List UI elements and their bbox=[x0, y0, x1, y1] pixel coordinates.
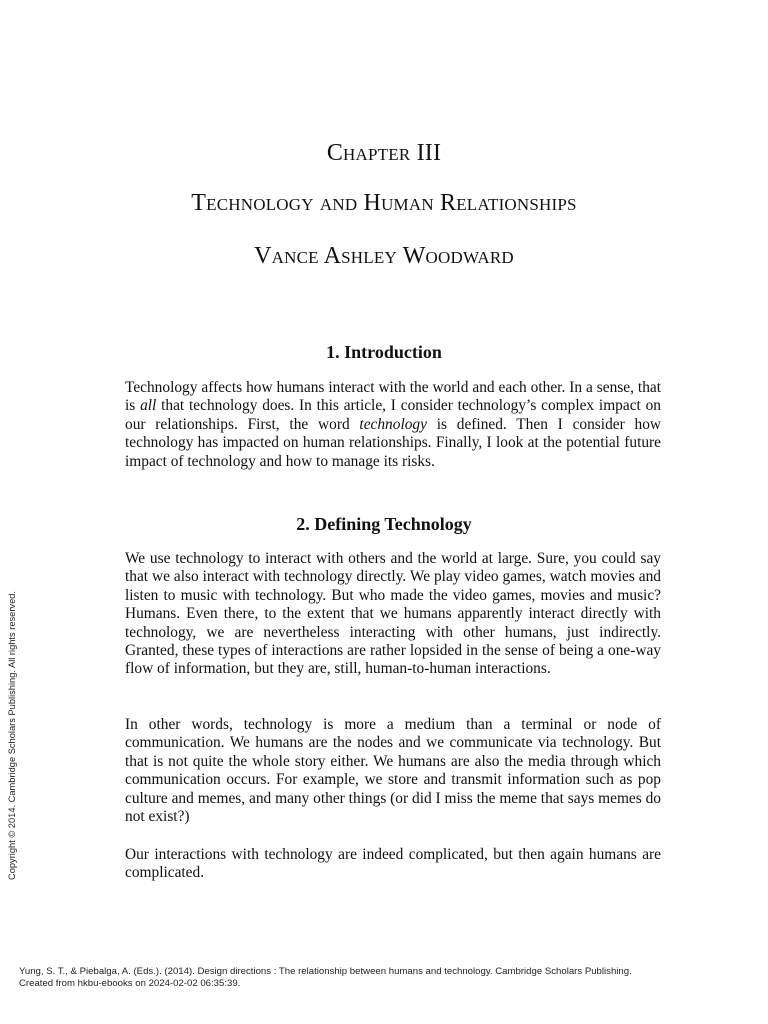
chapter-label: Chapter III bbox=[326, 140, 442, 166]
section-heading-introduction: 1. Introduction bbox=[326, 342, 442, 362]
intro-emphasis-all: all bbox=[140, 397, 157, 415]
defining-paragraph-3: Our interactions with technology are indeed complicated, but then again humans are complicated. bbox=[125, 846, 661, 882]
section-heading-defining-technology: 2. Defining Technology bbox=[296, 514, 472, 534]
intro-text-start: Technology affects how humans interact with the world and each other. In a sense, that is bbox=[125, 379, 661, 415]
page-footer bbox=[19, 966, 759, 990]
defining-paragraph-1: We use technology to interact with others and the world at large. Sure, you could say that we also interact with technology directly. We play video games, watch movies and listen to music with technology. But who made the video games, movies and music? Humans. Even there, to the extent that we humans apparently interact directly with technology, we are nevertheless interacting with other humans, just indirectly. Granted, these types of interactions are rather lopsided in the sense of being a one-way flow of information, but they are, still, human-to-human interactions. bbox=[125, 550, 661, 678]
footer-created: Created from hkbu-ebooks on 2024-02-02 06:35:39. bbox=[19, 978, 241, 989]
footer-citation: Yung, S. T., & Piebalga, A. (Eds.). (2014). Design directions : The relationship between humans and technology. Cambridge Scholars Publishing. bbox=[19, 966, 632, 977]
intro-emphasis-technology: technology bbox=[359, 415, 427, 433]
chapter-author: Vance Ashley Woodward bbox=[254, 243, 514, 269]
intro-text-middle: that technology does. In this article, I consider technology’s complex impact on our relationships. First, the word bbox=[125, 397, 661, 433]
introduction-paragraph bbox=[125, 379, 661, 471]
intro-text-end: is defined. Then I consider how technology has impacted on human relationships. Finally, I look at the potential future impact of technology and how to manage its risks. bbox=[125, 415, 661, 470]
side-copyright-notice: Copyright © 2014. Cambridge Scholars Publishing. All rights reserved. bbox=[7, 591, 17, 880]
defining-paragraph-2: In other words, technology is more a medium than a terminal or node of communication. We humans are the nodes and we communicate via technology. But that is not quite the whole story either. We humans are also the media through which communication occurs. For example, we store and transmit information such as pop culture and memes, and many other things (or did I miss the meme that says memes do not exist?) bbox=[125, 716, 661, 826]
chapter-title: Technology and Human Relationships bbox=[191, 190, 577, 216]
